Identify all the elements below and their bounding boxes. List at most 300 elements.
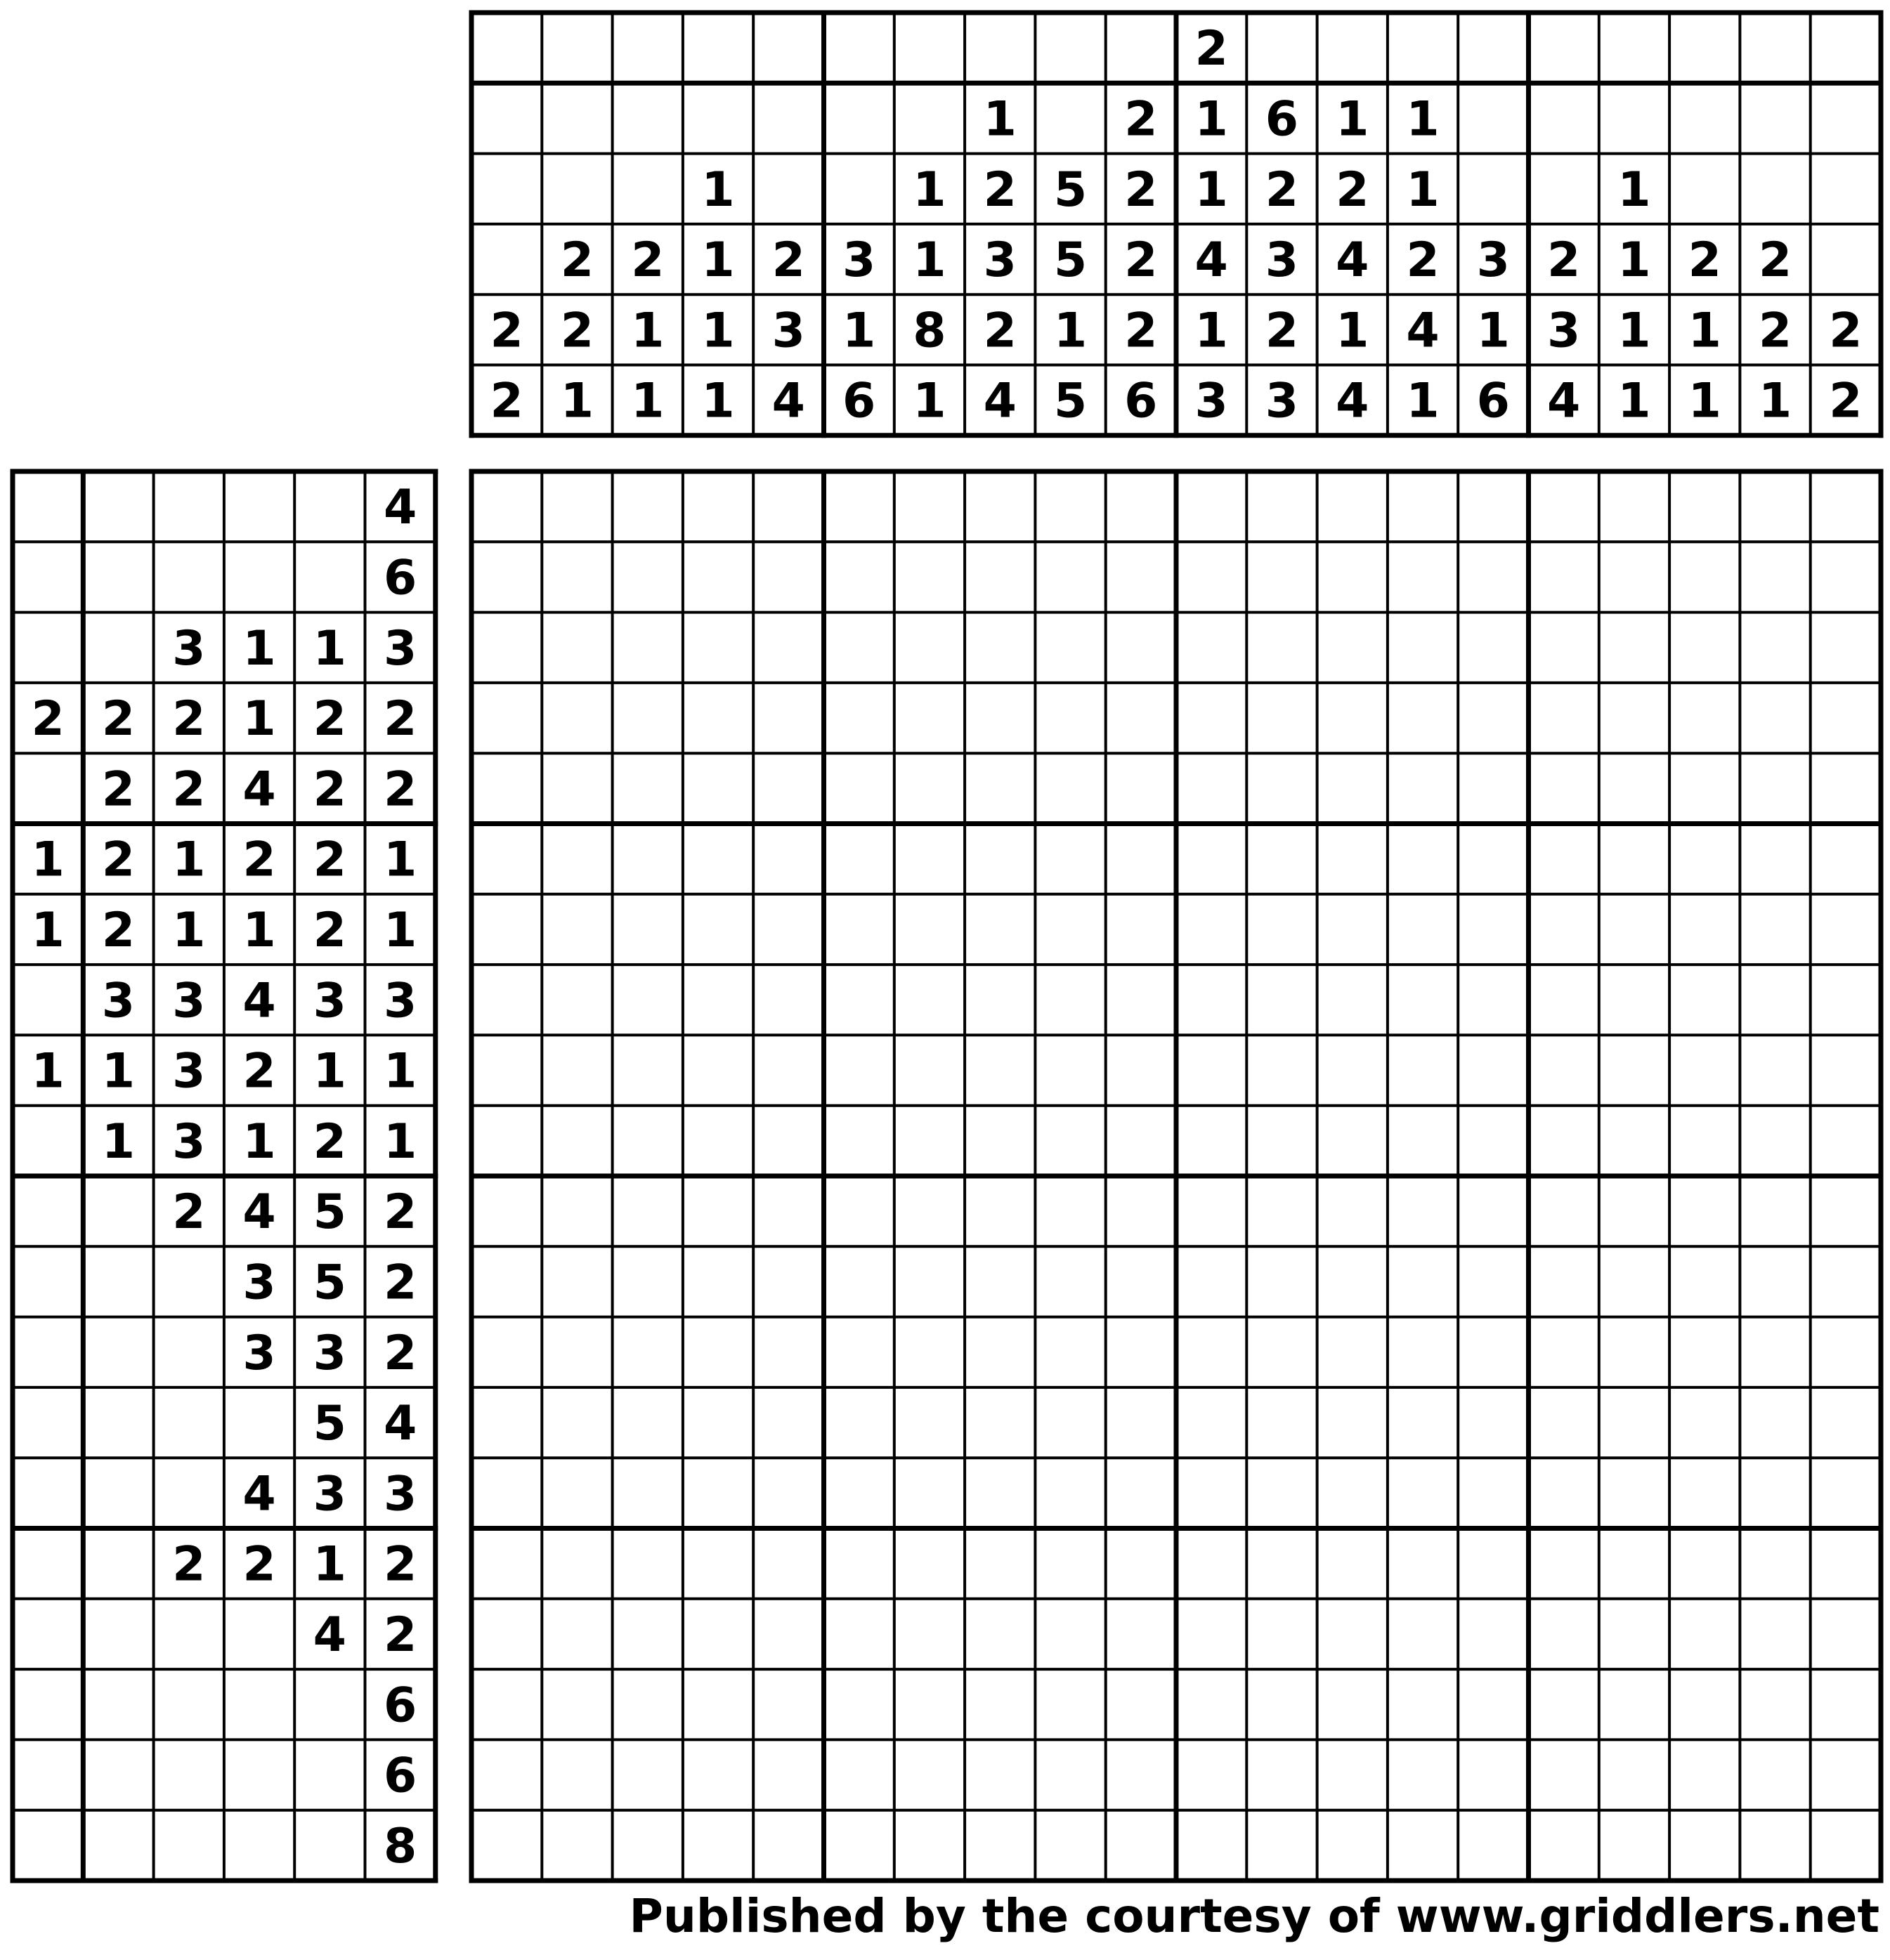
grid-cell[interactable] — [1317, 894, 1388, 965]
grid-cell[interactable] — [1106, 1599, 1176, 1669]
grid-cell[interactable] — [1740, 965, 1810, 1035]
grid-cell[interactable] — [1811, 1246, 1881, 1317]
grid-cell[interactable] — [542, 1106, 612, 1176]
grid-cell[interactable] — [1529, 1529, 1599, 1599]
grid-cell[interactable] — [1599, 965, 1669, 1035]
grid-cell[interactable] — [1317, 1669, 1388, 1739]
grid-cell[interactable] — [683, 1317, 753, 1387]
grid-cell[interactable] — [824, 471, 894, 542]
grid-cell[interactable] — [1176, 683, 1246, 753]
grid-cell[interactable] — [1106, 894, 1176, 965]
grid-cell[interactable] — [1458, 824, 1528, 894]
grid-cell[interactable] — [1388, 1458, 1458, 1528]
grid-cell[interactable] — [1317, 471, 1388, 542]
grid-cell[interactable] — [1669, 542, 1740, 612]
grid-cell[interactable] — [1529, 542, 1599, 612]
grid-cell[interactable] — [1035, 1106, 1105, 1176]
grid-cell[interactable] — [1669, 1669, 1740, 1739]
grid-cell[interactable] — [894, 1246, 965, 1317]
grid-cell[interactable] — [1599, 824, 1669, 894]
grid-cell[interactable] — [471, 1669, 542, 1739]
grid-cell[interactable] — [1035, 1035, 1105, 1105]
grid-cell[interactable] — [1669, 471, 1740, 542]
grid-cell[interactable] — [1106, 1669, 1176, 1739]
grid-cell[interactable] — [965, 965, 1035, 1035]
grid-cell[interactable] — [965, 1599, 1035, 1669]
grid-cell[interactable] — [894, 613, 965, 683]
grid-cell[interactable] — [965, 1739, 1035, 1810]
grid-cell[interactable] — [471, 542, 542, 612]
grid-cell[interactable] — [1740, 471, 1810, 542]
grid-cell[interactable] — [542, 1810, 612, 1881]
grid-cell[interactable] — [1811, 1810, 1881, 1881]
grid-cell[interactable] — [753, 1035, 823, 1105]
grid-cell[interactable] — [965, 542, 1035, 612]
grid-cell[interactable] — [753, 613, 823, 683]
grid-cell[interactable] — [1176, 542, 1246, 612]
grid-cell[interactable] — [1458, 1317, 1528, 1387]
grid-cell[interactable] — [542, 1317, 612, 1387]
grid-cell[interactable] — [894, 1106, 965, 1176]
grid-cell[interactable] — [1740, 1669, 1810, 1739]
grid-cell[interactable] — [1246, 1529, 1317, 1599]
grid-cell[interactable] — [824, 1246, 894, 1317]
grid-cell[interactable] — [1811, 683, 1881, 753]
grid-cell[interactable] — [471, 965, 542, 1035]
grid-cell[interactable] — [1176, 1529, 1246, 1599]
grid-cell[interactable] — [753, 1810, 823, 1881]
grid-cell[interactable] — [613, 471, 683, 542]
grid-cell[interactable] — [894, 542, 965, 612]
grid-cell[interactable] — [1035, 1529, 1105, 1599]
grid-cell[interactable] — [1740, 894, 1810, 965]
grid-cell[interactable] — [1599, 894, 1669, 965]
grid-cell[interactable] — [1176, 1458, 1246, 1528]
grid-cell[interactable] — [1669, 1176, 1740, 1246]
grid-cell[interactable] — [1106, 1317, 1176, 1387]
grid-cell[interactable] — [965, 1529, 1035, 1599]
grid-cell[interactable] — [894, 824, 965, 894]
grid-cell[interactable] — [824, 1810, 894, 1881]
grid-cell[interactable] — [1599, 471, 1669, 542]
grid-cell[interactable] — [1458, 542, 1528, 612]
grid-cell[interactable] — [1811, 1739, 1881, 1810]
grid-cell[interactable] — [1317, 824, 1388, 894]
grid-cell[interactable] — [965, 1246, 1035, 1317]
grid-cell[interactable] — [894, 1387, 965, 1458]
grid-cell[interactable] — [613, 824, 683, 894]
grid-cell[interactable] — [471, 824, 542, 894]
grid-cell[interactable] — [1317, 1739, 1388, 1810]
grid-cell[interactable] — [1740, 542, 1810, 612]
grid-cell[interactable] — [613, 1035, 683, 1105]
grid-cell[interactable] — [1106, 471, 1176, 542]
grid-cell[interactable] — [613, 1106, 683, 1176]
grid-cell[interactable] — [542, 471, 612, 542]
grid-cell[interactable] — [471, 1458, 542, 1528]
grid-cell[interactable] — [542, 1246, 612, 1317]
grid-cell[interactable] — [1669, 1529, 1740, 1599]
grid-cell[interactable] — [613, 965, 683, 1035]
grid-cell[interactable] — [1529, 1669, 1599, 1739]
grid-cell[interactable] — [753, 471, 823, 542]
grid-cell[interactable] — [1811, 1317, 1881, 1387]
grid-cell[interactable] — [965, 1106, 1035, 1176]
grid-cell[interactable] — [1529, 824, 1599, 894]
grid-cell[interactable] — [471, 1106, 542, 1176]
grid-cell[interactable] — [1458, 753, 1528, 823]
grid-cell[interactable] — [1458, 1529, 1528, 1599]
grid-cell[interactable] — [1106, 683, 1176, 753]
grid-cell[interactable] — [1669, 1810, 1740, 1881]
grid-cell[interactable] — [1669, 1739, 1740, 1810]
grid-cell[interactable] — [1669, 1035, 1740, 1105]
grid-cell[interactable] — [683, 965, 753, 1035]
grid-cell[interactable] — [1176, 1599, 1246, 1669]
grid-cell[interactable] — [1740, 1458, 1810, 1528]
grid-cell[interactable] — [1669, 683, 1740, 753]
grid-cell[interactable] — [894, 1669, 965, 1739]
grid-cell[interactable] — [1599, 1739, 1669, 1810]
grid-cell[interactable] — [613, 753, 683, 823]
grid-cell[interactable] — [542, 894, 612, 965]
grid-cell[interactable] — [683, 1246, 753, 1317]
grid-cell[interactable] — [894, 1176, 965, 1246]
grid-cell[interactable] — [1669, 1387, 1740, 1458]
grid-cell[interactable] — [1669, 1599, 1740, 1669]
grid-cell[interactable] — [1740, 683, 1810, 753]
grid-cell[interactable] — [1599, 1106, 1669, 1176]
grid-cell[interactable] — [1811, 1106, 1881, 1176]
grid-cell[interactable] — [824, 753, 894, 823]
grid-cell[interactable] — [542, 1529, 612, 1599]
grid-cell[interactable] — [1740, 1317, 1810, 1387]
grid-cell[interactable] — [753, 965, 823, 1035]
grid-cell[interactable] — [894, 1458, 965, 1528]
grid-cell[interactable] — [1246, 1035, 1317, 1105]
grid-cell[interactable] — [1176, 1246, 1246, 1317]
grid-cell[interactable] — [753, 894, 823, 965]
grid-cell[interactable] — [1529, 753, 1599, 823]
grid-cell[interactable] — [1176, 1317, 1246, 1387]
grid-cell[interactable] — [1458, 1458, 1528, 1528]
grid-cell[interactable] — [542, 1739, 612, 1810]
grid-cell[interactable] — [1458, 1387, 1528, 1458]
grid-cell[interactable] — [1317, 1529, 1388, 1599]
grid-cell[interactable] — [683, 1106, 753, 1176]
grid-cell[interactable] — [683, 683, 753, 753]
grid-cell[interactable] — [1669, 1458, 1740, 1528]
grid-cell[interactable] — [1529, 1035, 1599, 1105]
grid-cell[interactable] — [1811, 1529, 1881, 1599]
grid-cell[interactable] — [1740, 1810, 1810, 1881]
grid-cell[interactable] — [1388, 1176, 1458, 1246]
grid-cell[interactable] — [1811, 965, 1881, 1035]
grid-cell[interactable] — [1035, 1458, 1105, 1528]
grid-cell[interactable] — [1529, 1599, 1599, 1669]
grid-cell[interactable] — [1246, 1106, 1317, 1176]
grid-cell[interactable] — [542, 1387, 612, 1458]
grid-cell[interactable] — [1106, 965, 1176, 1035]
grid-cell[interactable] — [1811, 1458, 1881, 1528]
grid-cell[interactable] — [1458, 1176, 1528, 1246]
grid-cell[interactable] — [1176, 1739, 1246, 1810]
grid-cell[interactable] — [894, 1529, 965, 1599]
grid-cell[interactable] — [1246, 1176, 1317, 1246]
grid-cell[interactable] — [542, 1599, 612, 1669]
grid-cell[interactable] — [1106, 824, 1176, 894]
grid-cell[interactable] — [683, 542, 753, 612]
grid-cell[interactable] — [1740, 1739, 1810, 1810]
grid-cell[interactable] — [824, 683, 894, 753]
grid-cell[interactable] — [1246, 613, 1317, 683]
grid-cell[interactable] — [1529, 1317, 1599, 1387]
grid-cell[interactable] — [1388, 1529, 1458, 1599]
grid-cell[interactable] — [1176, 1106, 1246, 1176]
grid-cell[interactable] — [1388, 894, 1458, 965]
grid-cell[interactable] — [753, 824, 823, 894]
grid-cell[interactable] — [965, 753, 1035, 823]
grid-cell[interactable] — [753, 1317, 823, 1387]
grid-cell[interactable] — [1458, 965, 1528, 1035]
grid-cell[interactable] — [1246, 965, 1317, 1035]
grid-cell[interactable] — [1035, 1669, 1105, 1739]
grid-cell[interactable] — [1388, 1669, 1458, 1739]
grid-cell[interactable] — [824, 894, 894, 965]
grid-cell[interactable] — [542, 965, 612, 1035]
grid-cell[interactable] — [1176, 894, 1246, 965]
grid-cell[interactable] — [1317, 1246, 1388, 1317]
grid-cell[interactable] — [471, 1599, 542, 1669]
grid-cell[interactable] — [824, 1529, 894, 1599]
grid-cell[interactable] — [1388, 1810, 1458, 1881]
grid-cell[interactable] — [542, 542, 612, 612]
grid-cell[interactable] — [753, 683, 823, 753]
grid-cell[interactable] — [683, 1035, 753, 1105]
grid-cell[interactable] — [1529, 683, 1599, 753]
grid-cell[interactable] — [753, 1669, 823, 1739]
grid-cell[interactable] — [824, 1387, 894, 1458]
grid-cell[interactable] — [471, 1387, 542, 1458]
grid-cell[interactable] — [1246, 894, 1317, 965]
grid-cell[interactable] — [1388, 471, 1458, 542]
grid-cell[interactable] — [1388, 1739, 1458, 1810]
grid-cell[interactable] — [471, 1810, 542, 1881]
grid-cell[interactable] — [1106, 1106, 1176, 1176]
grid-cell[interactable] — [1599, 542, 1669, 612]
grid-cell[interactable] — [824, 1458, 894, 1528]
grid-cell[interactable] — [1246, 824, 1317, 894]
grid-cell[interactable] — [965, 471, 1035, 542]
grid-cell[interactable] — [1246, 1669, 1317, 1739]
grid-cell[interactable] — [1811, 894, 1881, 965]
grid-cell[interactable] — [613, 1246, 683, 1317]
grid-cell[interactable] — [1106, 542, 1176, 612]
grid-cell[interactable] — [1246, 1810, 1317, 1881]
grid-cell[interactable] — [1458, 1599, 1528, 1669]
grid-cell[interactable] — [1811, 542, 1881, 612]
grid-cell[interactable] — [613, 894, 683, 965]
grid-cell[interactable] — [1246, 1599, 1317, 1669]
grid-cell[interactable] — [1317, 1810, 1388, 1881]
grid-cell[interactable] — [753, 1387, 823, 1458]
grid-cell[interactable] — [1246, 1458, 1317, 1528]
grid-cell[interactable] — [1317, 1035, 1388, 1105]
grid-cell[interactable] — [1529, 613, 1599, 683]
grid-cell[interactable] — [1176, 1176, 1246, 1246]
grid-cell[interactable] — [1246, 1246, 1317, 1317]
grid-cell[interactable] — [965, 1035, 1035, 1105]
grid-cell[interactable] — [753, 1599, 823, 1669]
grid-cell[interactable] — [471, 894, 542, 965]
grid-cell[interactable] — [1740, 1529, 1810, 1599]
grid-cell[interactable] — [753, 1458, 823, 1528]
grid-cell[interactable] — [613, 1176, 683, 1246]
grid-cell[interactable] — [824, 1106, 894, 1176]
grid-cell[interactable] — [471, 471, 542, 542]
grid-cell[interactable] — [1599, 1599, 1669, 1669]
grid-cell[interactable] — [1317, 753, 1388, 823]
grid-cell[interactable] — [894, 1810, 965, 1881]
grid-cell[interactable] — [1388, 542, 1458, 612]
grid-cell[interactable] — [1035, 1246, 1105, 1317]
grid-cell[interactable] — [1599, 613, 1669, 683]
grid-cell[interactable] — [1529, 1810, 1599, 1881]
grid-cell[interactable] — [965, 1387, 1035, 1458]
grid-cell[interactable] — [1669, 894, 1740, 965]
grid-cell[interactable] — [965, 1458, 1035, 1528]
grid-cell[interactable] — [1458, 1739, 1528, 1810]
grid-cell[interactable] — [1035, 753, 1105, 823]
grid-cell[interactable] — [1388, 683, 1458, 753]
grid-cell[interactable] — [1176, 753, 1246, 823]
grid-cell[interactable] — [1669, 753, 1740, 823]
grid-cell[interactable] — [753, 1176, 823, 1246]
grid-cell[interactable] — [1246, 683, 1317, 753]
grid-cell[interactable] — [1811, 1035, 1881, 1105]
grid-cell[interactable] — [965, 613, 1035, 683]
grid-cell[interactable] — [1176, 1669, 1246, 1739]
grid-cell[interactable] — [824, 1317, 894, 1387]
grid-cell[interactable] — [1035, 1317, 1105, 1387]
grid-cell[interactable] — [1740, 1387, 1810, 1458]
grid-cell[interactable] — [613, 613, 683, 683]
grid-cell[interactable] — [1035, 613, 1105, 683]
grid-cell[interactable] — [1106, 1387, 1176, 1458]
grid-cell[interactable] — [1669, 1246, 1740, 1317]
grid-cell[interactable] — [1740, 1035, 1810, 1105]
grid-cell[interactable] — [1176, 1035, 1246, 1105]
grid-cell[interactable] — [1388, 613, 1458, 683]
grid-cell[interactable] — [683, 1739, 753, 1810]
grid-cell[interactable] — [965, 1317, 1035, 1387]
grid-cell[interactable] — [1106, 753, 1176, 823]
grid-cell[interactable] — [1529, 1106, 1599, 1176]
grid-cell[interactable] — [1529, 1739, 1599, 1810]
grid-cell[interactable] — [1458, 683, 1528, 753]
grid-cell[interactable] — [542, 753, 612, 823]
grid-cell[interactable] — [1599, 683, 1669, 753]
grid-cell[interactable] — [1176, 965, 1246, 1035]
grid-cell[interactable] — [1035, 1387, 1105, 1458]
grid-cell[interactable] — [1106, 1810, 1176, 1881]
grid-cell[interactable] — [1246, 542, 1317, 612]
grid-cell[interactable] — [1740, 1599, 1810, 1669]
grid-cell[interactable] — [542, 1458, 612, 1528]
grid-cell[interactable] — [1529, 894, 1599, 965]
grid-cell[interactable] — [1740, 753, 1810, 823]
grid-cell[interactable] — [1529, 1176, 1599, 1246]
grid-cell[interactable] — [753, 1106, 823, 1176]
grid-cell[interactable] — [1388, 753, 1458, 823]
grid-cell[interactable] — [1599, 753, 1669, 823]
solution-grid[interactable] — [471, 471, 1881, 1881]
grid-cell[interactable] — [894, 1739, 965, 1810]
grid-cell[interactable] — [1458, 1106, 1528, 1176]
grid-cell[interactable] — [1035, 1739, 1105, 1810]
grid-cell[interactable] — [1176, 471, 1246, 542]
grid-cell[interactable] — [1811, 1599, 1881, 1669]
grid-cell[interactable] — [1106, 1176, 1176, 1246]
grid-cell[interactable] — [824, 1176, 894, 1246]
grid-cell[interactable] — [683, 1176, 753, 1246]
grid-cell[interactable] — [1106, 1246, 1176, 1317]
grid-cell[interactable] — [1317, 1176, 1388, 1246]
grid-cell[interactable] — [1811, 471, 1881, 542]
grid-cell[interactable] — [1458, 471, 1528, 542]
grid-cell[interactable] — [471, 1035, 542, 1105]
grid-cell[interactable] — [1106, 1458, 1176, 1528]
grid-cell[interactable] — [1740, 1246, 1810, 1317]
grid-cell[interactable] — [1458, 894, 1528, 965]
grid-cell[interactable] — [965, 683, 1035, 753]
grid-cell[interactable] — [1317, 1106, 1388, 1176]
grid-cell[interactable] — [542, 824, 612, 894]
grid-cell[interactable] — [965, 1176, 1035, 1246]
grid-cell[interactable] — [965, 894, 1035, 965]
grid-cell[interactable] — [824, 1739, 894, 1810]
grid-cell[interactable] — [1458, 1035, 1528, 1105]
grid-cell[interactable] — [1599, 1317, 1669, 1387]
grid-cell[interactable] — [471, 1246, 542, 1317]
grid-cell[interactable] — [1669, 965, 1740, 1035]
grid-cell[interactable] — [1035, 1176, 1105, 1246]
grid-cell[interactable] — [1529, 965, 1599, 1035]
grid-cell[interactable] — [894, 1035, 965, 1105]
grid-cell[interactable] — [1388, 1106, 1458, 1176]
grid-cell[interactable] — [894, 1317, 965, 1387]
grid-cell[interactable] — [1529, 1458, 1599, 1528]
grid-cell[interactable] — [683, 471, 753, 542]
grid-cell[interactable] — [1035, 683, 1105, 753]
grid-cell[interactable] — [894, 965, 965, 1035]
grid-cell[interactable] — [1246, 1317, 1317, 1387]
grid-cell[interactable] — [1811, 1387, 1881, 1458]
grid-cell[interactable] — [1599, 1810, 1669, 1881]
grid-cell[interactable] — [1035, 1599, 1105, 1669]
grid-cell[interactable] — [753, 1529, 823, 1599]
grid-cell[interactable] — [542, 1669, 612, 1739]
grid-cell[interactable] — [1317, 613, 1388, 683]
grid-cell[interactable] — [824, 613, 894, 683]
grid-cell[interactable] — [683, 613, 753, 683]
grid-cell[interactable] — [1599, 1176, 1669, 1246]
grid-cell[interactable] — [824, 1035, 894, 1105]
grid-cell[interactable] — [965, 1669, 1035, 1739]
grid-cell[interactable] — [542, 683, 612, 753]
grid-cell[interactable] — [1035, 894, 1105, 965]
grid-cell[interactable] — [683, 1387, 753, 1458]
